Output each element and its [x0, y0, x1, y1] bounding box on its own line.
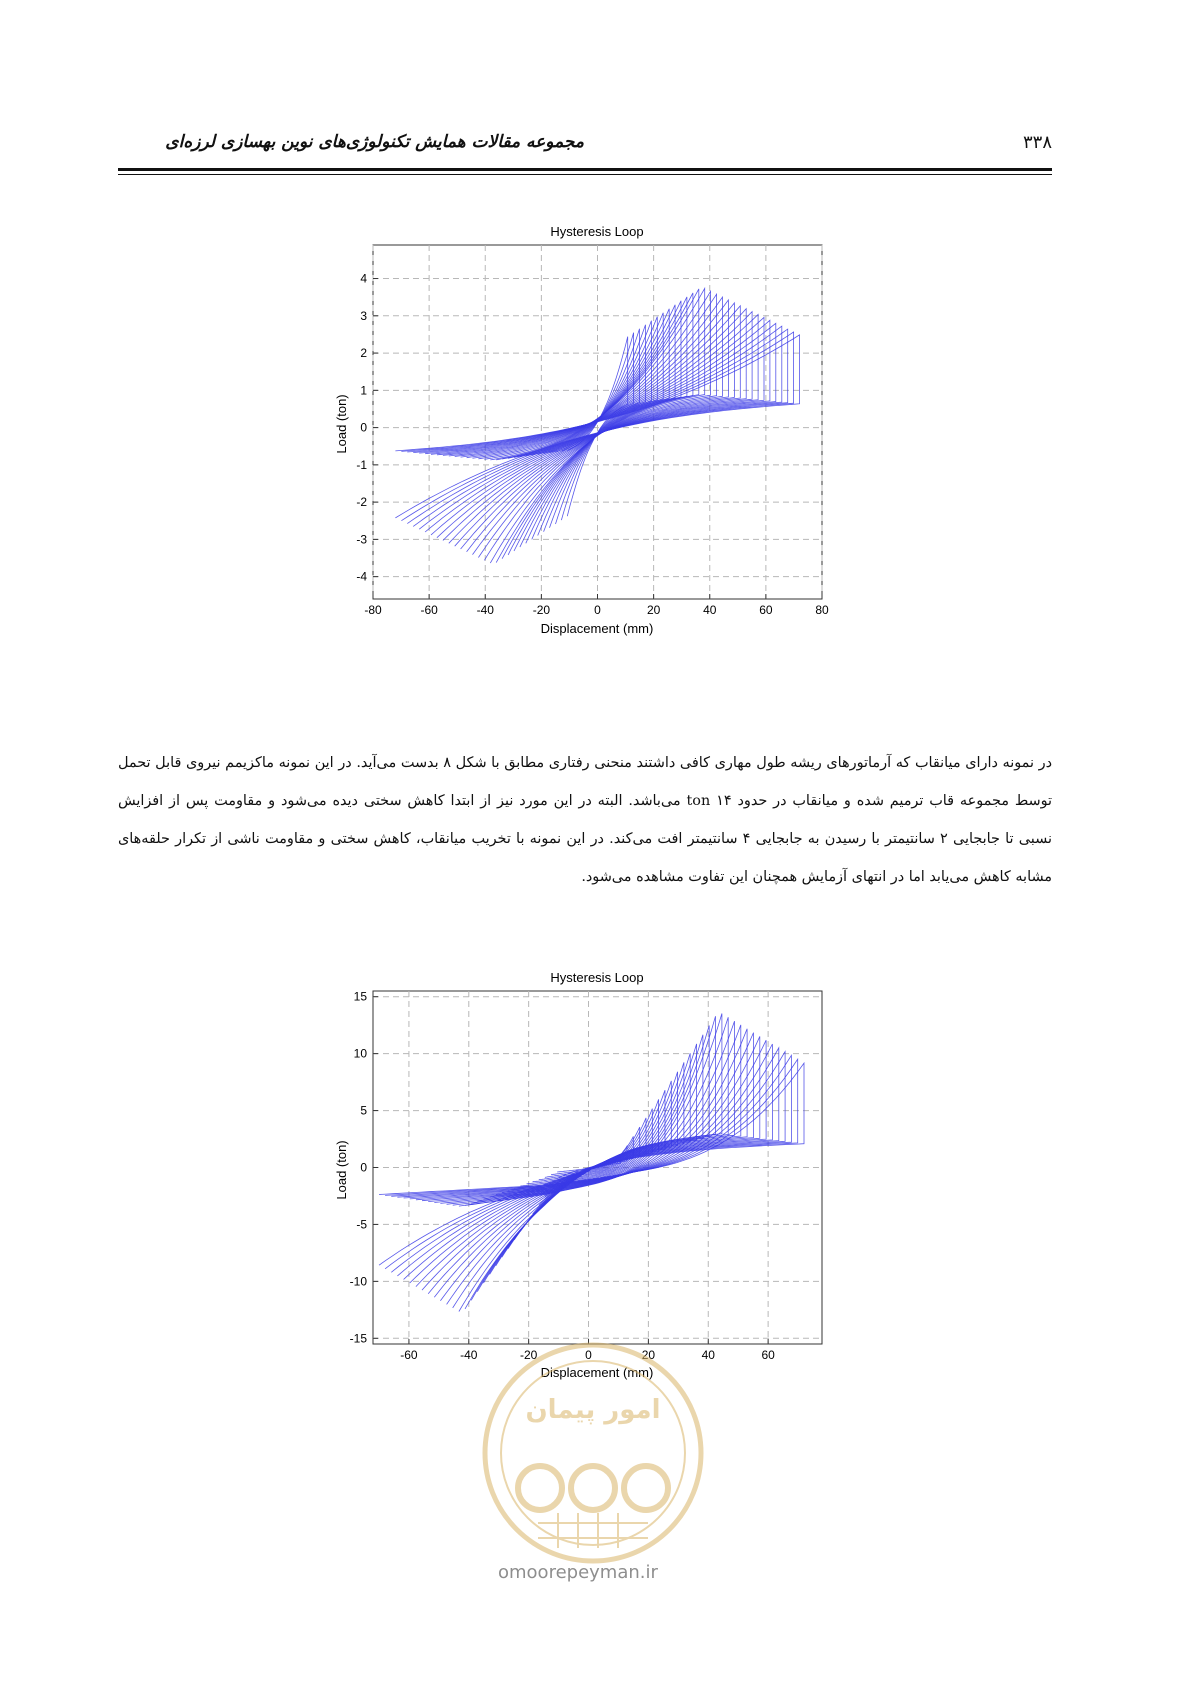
x-tick-label: -60: [420, 603, 438, 617]
x-tick-label: 60: [761, 1348, 775, 1362]
x-tick-label: 60: [759, 603, 773, 617]
x-tick-label: 80: [815, 603, 829, 617]
y-tick-label: -15: [349, 1331, 367, 1346]
x-tick-label: -60: [400, 1348, 418, 1362]
y-tick-label: 4: [360, 271, 367, 286]
y-tick-label: -3: [356, 532, 367, 547]
seal-outer-ring: [485, 1345, 701, 1561]
y-tick-label: -1: [356, 457, 367, 472]
seal-gears: [518, 1466, 668, 1510]
y-tick-label: -5: [356, 1217, 367, 1232]
x-tick-label: 0: [585, 1348, 592, 1362]
y-tick-label: 0: [360, 420, 367, 435]
y-tick-label: 10: [353, 1046, 367, 1061]
y-tick-label: 0: [360, 1160, 367, 1175]
y-axis-label: Load (ton): [334, 394, 349, 454]
seal-grid: [538, 1513, 648, 1548]
x-tick-label: -40: [476, 603, 494, 617]
y-tick-label: 1: [360, 383, 367, 398]
seal-inner-ring: [501, 1361, 685, 1545]
x-tick-label: -40: [460, 1348, 478, 1362]
y-tick-label: -2: [356, 495, 367, 510]
x-tick-label: 20: [646, 603, 661, 617]
seal-text: امور پیمان: [525, 1395, 661, 1425]
x-axis-label: Displacement (mm): [540, 1365, 654, 1380]
y-tick-label: 5: [360, 1103, 367, 1118]
x-tick-label: 0: [594, 603, 601, 617]
page-number: ۳۳۸: [1022, 132, 1052, 153]
y-tick-label: 3: [360, 308, 367, 323]
x-axis-label: Displacement (mm): [540, 621, 654, 636]
y-tick-label: -4: [356, 569, 367, 584]
y-axis-label: Load (ton): [334, 1140, 349, 1200]
x-tick-label: 20: [641, 1348, 656, 1362]
x-tick-label: 40: [703, 603, 717, 617]
paragraph-text: در نمونه دارای میانقاب که آرماتورهای ریشه طول مهاری کافی داشتند منحنی رفتاری مطابق با شکل ۸ بدست می‌آید. در این نمونه ماکزیمم نیروی قابل تحمل توسط مجموعه قاب ترمیم شده و میانقاب در حدود ton ۱۴ می‌باشد. البته در این مورد نیز از ابتدا کاهش سختی دیده می‌شود و مقاومت پس از افزایش نسبی تا جابجایی ۲ سانتیمتر با رسیدن به جابجایی ۴ سانتیمتر افت می‌کند. در این نمونه با تخریب میانقاب، کاهش سختی و مقاومت ناشی از تکرار حلقه‌های مشابه کاهش می‌یابد اما در انتهای آزمایش همچنان این تفاوت مشاهده می‌شود.: [118, 755, 1053, 885]
y-tick-label: 2: [360, 346, 367, 361]
x-tick-label: -80: [364, 603, 382, 617]
watermark-seal: [478, 1338, 708, 1568]
x-tick-label: 40: [701, 1348, 715, 1362]
header-title: مجموعه مقالات همایش تکنولوژی‌های نوین بهسازی لرزه‌ای: [165, 132, 584, 152]
y-tick-label: 15: [353, 989, 367, 1004]
x-tick-label: -20: [532, 603, 551, 617]
chart-title: Hysteresis Loop: [550, 970, 644, 985]
x-tick-label: -20: [519, 1348, 538, 1362]
watermark-url: omoorepeyman.ir: [498, 1562, 658, 1583]
chart-title: Hysteresis Loop: [550, 224, 644, 239]
y-tick-label: -10: [349, 1274, 367, 1289]
